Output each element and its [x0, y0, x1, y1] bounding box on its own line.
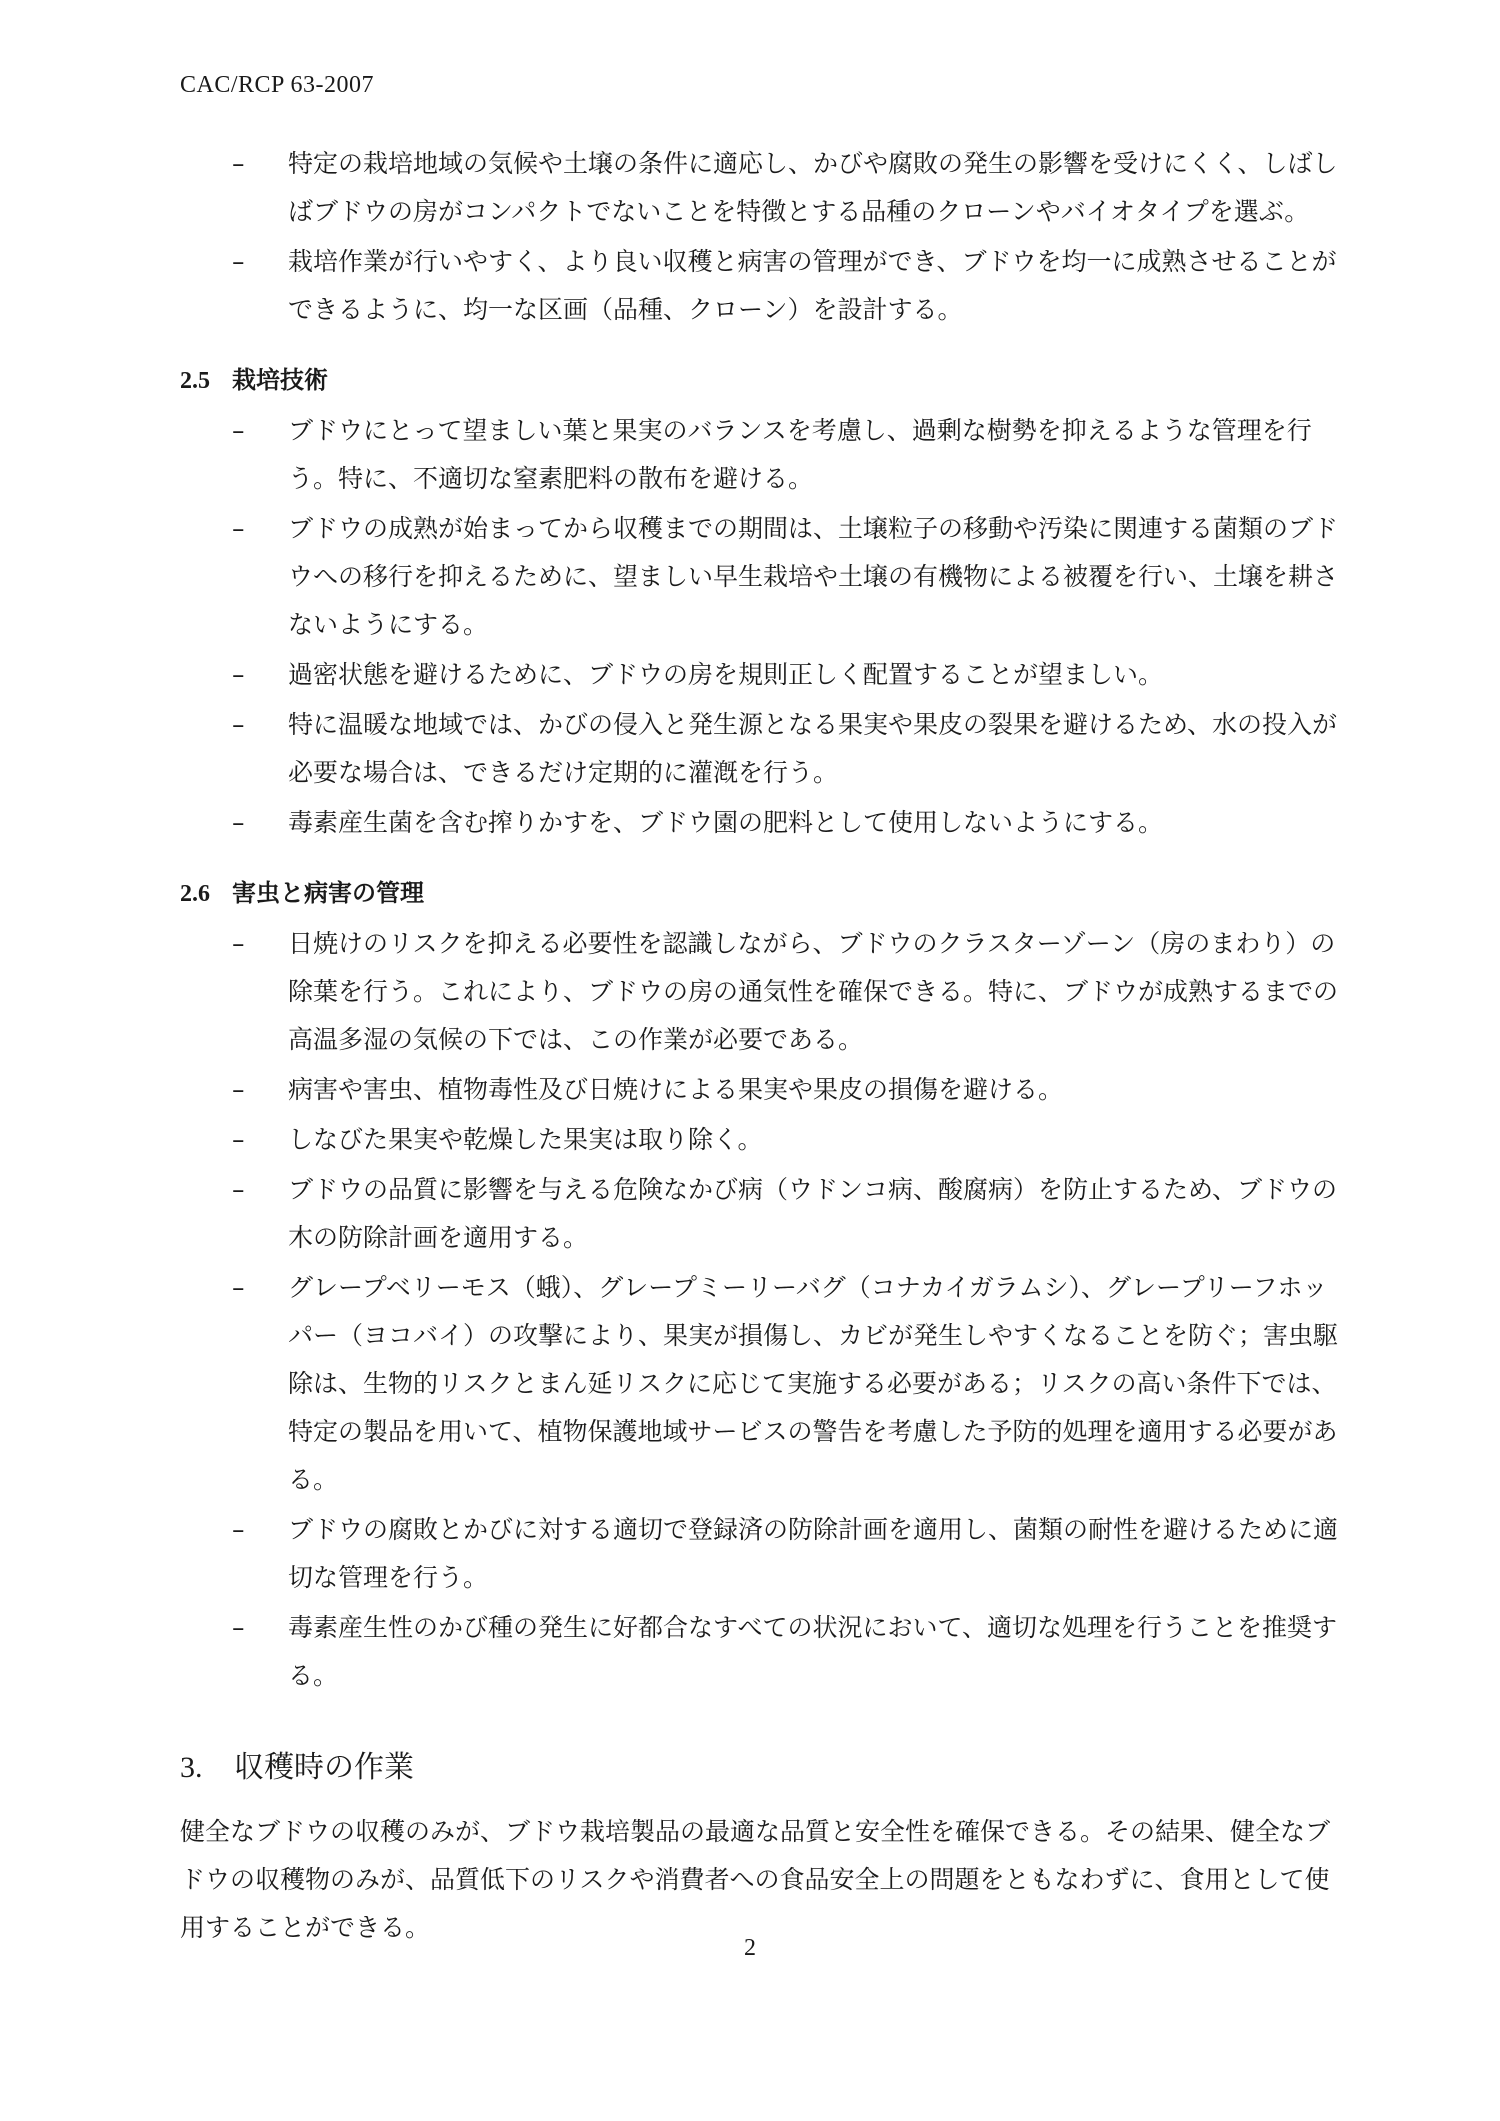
section-2-5-heading	[180, 356, 1348, 405]
document-id-header: CAC/RCP 63-2007	[180, 72, 374, 98]
section-title: 収穫時の作業	[234, 1750, 414, 1785]
dash-bullet-icon: –	[232, 247, 245, 276]
section-number: 2.6	[180, 881, 210, 907]
dash-bullet-icon: –	[232, 514, 245, 543]
list-item: – 日焼けのリスクを抑える必要性を認識しながら、ブドウのクラスターゾーン（房のまわり）の除葉を行う。これにより、ブドウの房の通気性を確保できる。特に、ブドウが成熟するまでの高温多湿の気候の下では、この作業が必要である。	[180, 920, 1348, 1064]
section-3-paragraph: 健全なブドウの収穫のみが、ブドウ栽培製品の最適な品質と安全性を確保できる。その結果、健全なブドウの収穫物のみが、品質低下のリスクや消費者への食品安全上の問題をともなわずに、食用として使用することができる。	[180, 1817, 1331, 1942]
section-title: 栽培技術	[232, 366, 328, 394]
dash-bullet-icon: –	[232, 710, 245, 739]
dash-bullet-icon: –	[232, 1125, 245, 1154]
list-item: – ブドウの成熟が始まってから収穫までの期間は、土壌粒子の移動や汚染に関連する菌類のブドウへの移行を抑えるために、望ましい早生栽培や土壌の有機物による被覆を行い、土壌を耕さないようにする。	[180, 505, 1348, 649]
intro-bullet-list	[180, 140, 1348, 334]
list-item: – ブドウの腐敗とかびに対する適切で登録済の防除計画を適用し、菌類の耐性を避けるために適切な管理を行う。	[180, 1506, 1348, 1602]
section-2-6-heading	[180, 869, 1348, 918]
section-number: 2.5	[180, 368, 210, 394]
list-item: – 毒素産生菌を含む搾りかすを、ブドウ園の肥料として使用しないようにする。	[180, 799, 1348, 847]
list-item: – グレープベリーモス（蛾）、グレープミーリーバグ（コナカイガラムシ）、グレープリーフホッパー（ヨコバイ）の攻撃により、果実が損傷し、カビが発生しやすくなることを防ぐ；害虫駆除は、生物的リスクとまん延リスクに応じて実施する必要がある；リスクの高い条件下では、特定の製品を用いて、植物保護地域サービスの警告を考慮した予防的処理を適用する必要がある。	[180, 1264, 1348, 1504]
dash-bullet-icon: –	[232, 808, 245, 837]
dash-bullet-icon: –	[232, 149, 245, 178]
section-2-5-bullet-list	[180, 407, 1348, 847]
section-2-6-bullet-list	[180, 920, 1348, 1700]
list-item: – しなびた果実や乾燥した果実は取り除く。	[180, 1116, 1348, 1164]
list-item: – 特に温暖な地域では、かびの侵入と発生源となる果実や果皮の裂果を避けるため、水の投入が必要な場合は、できるだけ定期的に灌漑を行う。	[180, 701, 1348, 797]
dash-bullet-icon: –	[232, 1075, 245, 1104]
section-number: 3.	[180, 1751, 203, 1784]
list-item: – 病害や害虫、植物毒性及び日焼けによる果実や果皮の損傷を避ける。	[180, 1066, 1348, 1114]
dash-bullet-icon: –	[232, 929, 245, 958]
dash-bullet-icon: –	[232, 1273, 245, 1302]
list-item: – 特定の栽培地域の気候や土壌の条件に適応し、かびや腐敗の発生の影響を受けにくく、しばしばブドウの房がコンパクトでないことを特徴とする品種のクローンやバイオタイプを選ぶ。	[180, 140, 1348, 236]
section-title: 害虫と病害の管理	[232, 879, 424, 907]
list-item: – 栽培作業が行いやすく、より良い収穫と病害の管理ができ、ブドウを均一に成熟させることができるように、均一な区画（品種、クローン）を設計する。	[180, 238, 1348, 334]
dash-bullet-icon: –	[232, 660, 245, 689]
list-item: – ブドウにとって望ましい葉と果実のバランスを考慮し、過剰な樹勢を抑えるような管理を行う。特に、不適切な窒素肥料の散布を避ける。	[180, 407, 1348, 503]
section-3-heading	[180, 1740, 1348, 1796]
dash-bullet-icon: –	[232, 1175, 245, 1204]
dash-bullet-icon: –	[232, 1515, 245, 1544]
list-item: – 過密状態を避けるために、ブドウの房を規則正しく配置することが望ましい。	[180, 651, 1348, 699]
document-body	[180, 140, 1348, 1952]
list-item: – 毒素産生性のかび種の発生に好都合なすべての状況において、適切な処理を行うことを推奨する。	[180, 1604, 1348, 1700]
dash-bullet-icon: –	[232, 416, 245, 445]
list-item: – ブドウの品質に影響を与える危険なかび病（ウドンコ病、酸腐病）を防止するため、ブドウの木の防除計画を適用する。	[180, 1166, 1348, 1262]
page-number: 2	[744, 1935, 756, 1961]
dash-bullet-icon: –	[232, 1613, 245, 1642]
